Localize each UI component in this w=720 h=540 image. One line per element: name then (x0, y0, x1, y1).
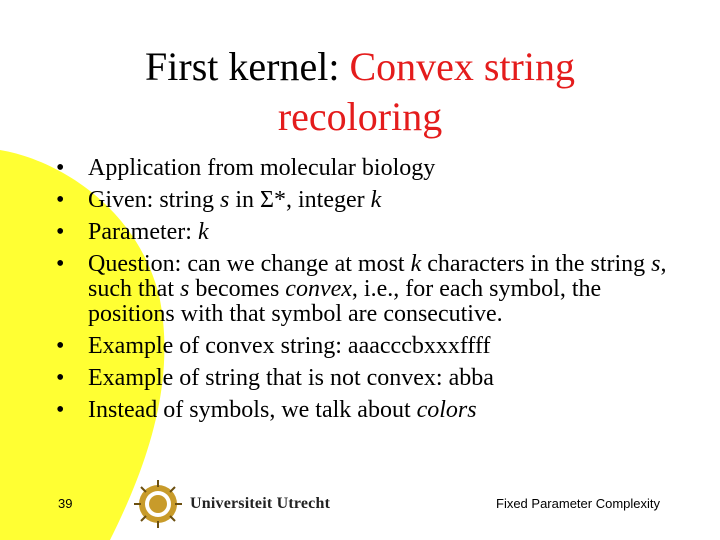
bullet-item (56, 398, 676, 423)
bullet-icon: • (56, 187, 65, 213)
bullet-icon: • (56, 333, 65, 359)
bullet-text: , such that (88, 251, 667, 302)
bullet-italic: s (179, 276, 190, 302)
bullet-text: Given: string (88, 187, 220, 213)
bullet-icon: • (56, 365, 65, 391)
bullet-text: Example of convex string: aaacccbxxxffff (88, 333, 491, 359)
bullet-italic: s (651, 251, 661, 277)
bullet-italic: colors (416, 397, 477, 423)
bullet-icon: • (56, 251, 65, 277)
bullet-italic: k (370, 187, 382, 213)
bullet-item (56, 366, 676, 391)
bullet-item (56, 334, 676, 359)
logo-text: Universiteit Utrecht (190, 495, 331, 512)
bullet-icon: • (56, 155, 65, 181)
bullet-text: Parameter: (88, 219, 198, 245)
slide-title (60, 42, 660, 142)
bullet-item (56, 252, 676, 327)
bullet-italic: convex (285, 276, 352, 302)
bullet-icon: • (56, 397, 65, 423)
bullet-item (56, 188, 676, 213)
bullet-list (56, 156, 676, 430)
title-part2: recoloring (277, 94, 443, 139)
bullet-item (56, 220, 676, 245)
bullet-text: becomes (189, 276, 286, 302)
bullet-italic: s (220, 187, 230, 213)
bullet-italic: k (410, 251, 422, 277)
bullet-text: , i.e., for each symbol, the positions with that symbol are consecutive. (88, 276, 602, 327)
bullet-text: characters in the string (421, 251, 652, 277)
bullet-text: Question: can we change at most (88, 251, 411, 277)
slide-number: 39 (58, 496, 73, 511)
title-part1: First kernel: (145, 44, 350, 89)
title-accent: Convex string (349, 44, 575, 89)
bullet-text: Application from molecular biology (88, 155, 436, 181)
bullet-icon: • (56, 219, 65, 245)
bullet-text: Instead of symbols, we talk about (88, 397, 417, 423)
sun-emblem-icon (134, 480, 182, 528)
bullet-text: Example of string that is not convex: abba (88, 365, 494, 391)
bullet-item (56, 156, 676, 181)
footer-course: Fixed Parameter Complexity (496, 496, 660, 511)
bullet-text: in Σ*, integer (229, 187, 371, 213)
bullet-italic: k (197, 219, 209, 245)
